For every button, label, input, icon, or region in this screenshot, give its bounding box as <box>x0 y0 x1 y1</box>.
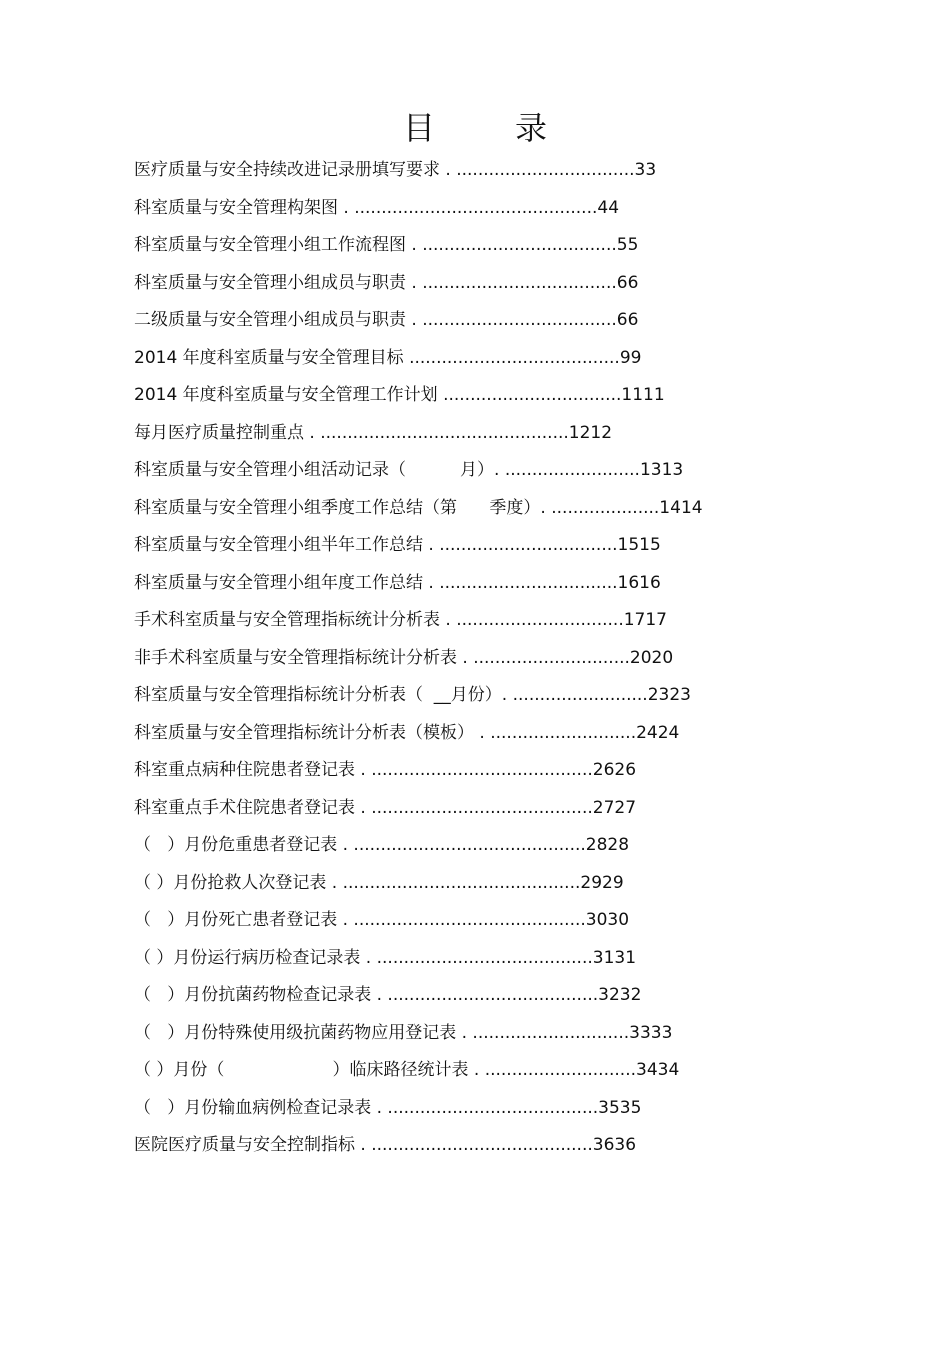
page-title <box>0 104 950 152</box>
toc-entry: 科室重点病种住院患者登记表 . .........................................2626 <box>134 760 637 780</box>
toc-entry: 科室重点手术住院患者登记表 . .........................................2727 <box>134 797 637 818</box>
toc-entry: （ ）月份死亡患者登记表 . ...........................................3030 <box>134 910 630 930</box>
toc-entry: 科室质量与安全管理小组季度工作总结（第 季度）. ....................1414 <box>134 497 703 518</box>
toc-entry: 每月医疗质量控制重点 . ..............................................1212 <box>134 422 613 443</box>
toc-entry: 医疗质量与安全持续改进记录册填写要求 . .................................33 <box>134 160 657 180</box>
toc-entry: 科室质量与安全管理小组年度工作总结 . .................................1616 <box>134 572 661 593</box>
toc-entry: （ ）月份危重患者登记表 . ...........................................2828 <box>134 835 630 855</box>
toc-entry: （ ）月份抗菌药物检查记录表 . .......................................3232 <box>134 985 642 1005</box>
toc-entry: （ ）月份抢救人次登记表 . ............................................2929 <box>134 872 624 893</box>
toc-entry: 手术科室质量与安全管理指标统计分析表 . ...............................1717 <box>134 610 667 630</box>
toc-entry: 科室质量与安全管理小组成员与职责 . ....................................66 <box>134 272 639 293</box>
toc-entry: 科室质量与安全管理指标统计分析表（ __月份）. .........................2323 <box>134 685 691 705</box>
toc-entry: （ ）月份特殊使用级抗菌药物应用登记表 . .............................3333 <box>134 1022 673 1043</box>
toc-entry: 科室质量与安全管理指标统计分析表（模板） . ...........................2424 <box>134 722 680 743</box>
toc-entry: 二级质量与安全管理小组成员与职责 . ....................................66 <box>134 310 639 330</box>
toc-entry: 2014 年度科室质量与安全管理工作计划 .................................1111 <box>134 385 665 405</box>
toc-entry: 非手术科室质量与安全管理指标统计分析表 . .............................2020 <box>134 647 674 668</box>
title-char-left: 目 <box>402 109 435 147</box>
toc-entry: 科室质量与安全管理小组工作流程图 . ....................................55 <box>134 235 639 255</box>
toc-entry: 2014 年度科室质量与安全管理目标 .......................................99 <box>134 347 642 368</box>
toc-entry: （ ）月份（ ）临床路径统计表 . ............................3434 <box>134 1060 680 1080</box>
toc-entry: 科室质量与安全管理构架图 . .............................................44 <box>134 197 620 218</box>
title-char-right: 录 <box>515 109 548 147</box>
toc-entry: （ ）月份运行病历检查记录表 . ........................................3131 <box>134 947 637 968</box>
toc-entry: （ ）月份输血病例检查记录表 . .......................................3535 <box>134 1097 642 1118</box>
toc-entry: 科室质量与安全管理小组半年工作总结 . .................................1515 <box>134 535 661 555</box>
toc-entry: 医院医疗质量与安全控制指标 . .........................................3636 <box>134 1135 637 1155</box>
toc-entry: 科室质量与安全管理小组活动记录（ 月）. .........................1313 <box>134 460 684 480</box>
